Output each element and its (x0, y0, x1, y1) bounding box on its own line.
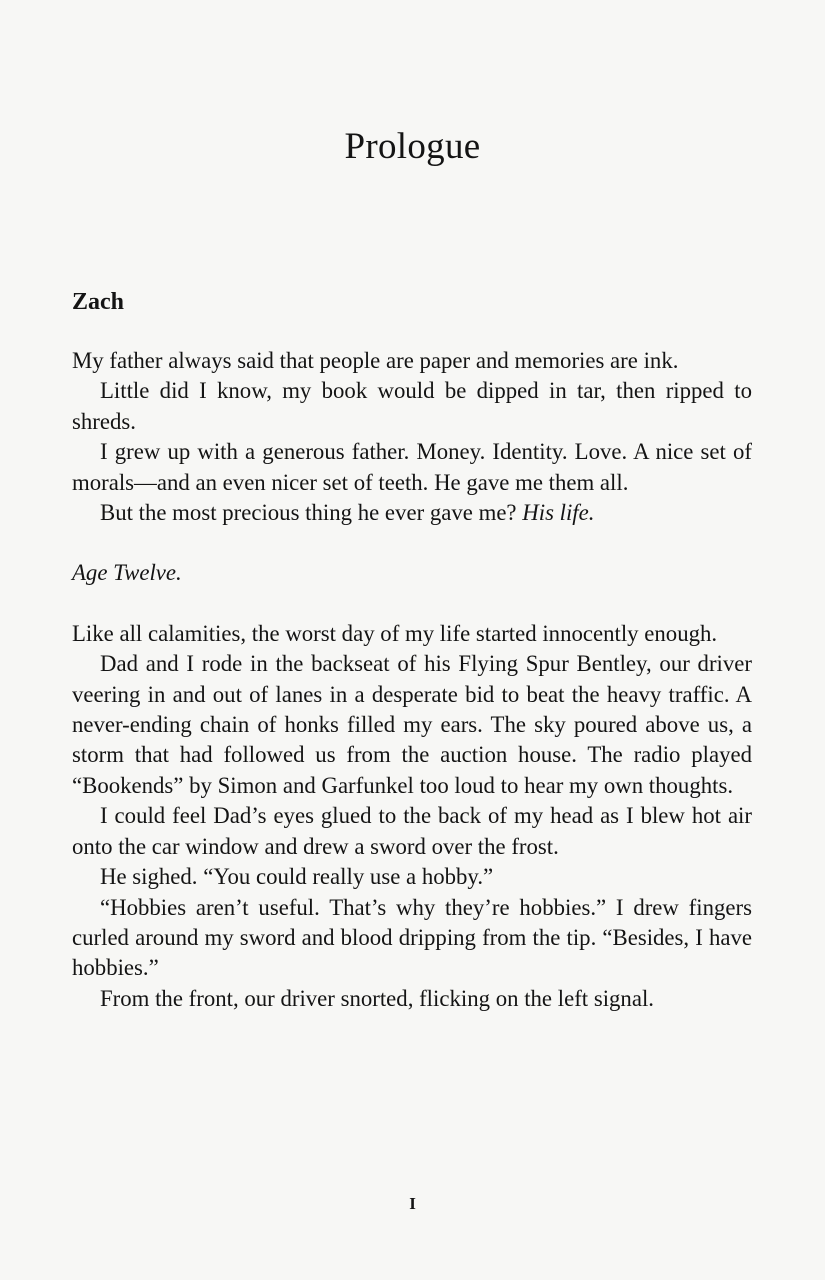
scene-break-label: Age Twelve. (72, 560, 182, 586)
paragraph: He sighed. “You could really use a hobby.” (100, 864, 494, 890)
paragraph-text: But the most precious thing he ever gave me? (100, 500, 523, 526)
paragraph: Like all calamities, the worst day of my life started innocently enough. (72, 620, 718, 646)
page-number: I (409, 1194, 416, 1213)
paragraph: I could feel Dad’s eyes glued to the back of my head as I blew hot air onto the car window and drew a sword over the frost. (72, 803, 752, 859)
body-text (72, 346, 752, 1014)
paragraph: From the front, our driver snorted, flicking on the left signal. (100, 985, 654, 1011)
section-heading: Zach (72, 289, 125, 315)
paragraph: I grew up with a generous father. Money. Identity. Love. A nice set of morals—and an even nicer set of teeth. He gave me them all. (72, 439, 752, 495)
paragraph (72, 498, 752, 528)
paragraph: “Hobbies aren’t useful. That’s why they’re hobbies.” I drew fingers curled around my sword and blood dripping from the tip. “Besides, I have hobbies.” (72, 894, 752, 981)
paragraph: Little did I know, my book would be dipped in tar, then ripped to shreds. (72, 378, 752, 434)
paragraph: Dad and I rode in the backseat of his Flying Spur Bentley, our driver veering in and out of lanes in a desperate bid to beat the heavy traffic. A never-ending chain of honks filled my ears. The sky poured above us, a storm that had followed us from the auction house. The radio played “Bookends” by Simon and Garfunkel too loud to hear my own thoughts. (72, 651, 752, 798)
emphasized-text: His life. (522, 500, 595, 526)
paragraph: My father always said that people are paper and memories are ink. (72, 348, 679, 373)
chapter-title: Prologue (344, 126, 481, 167)
